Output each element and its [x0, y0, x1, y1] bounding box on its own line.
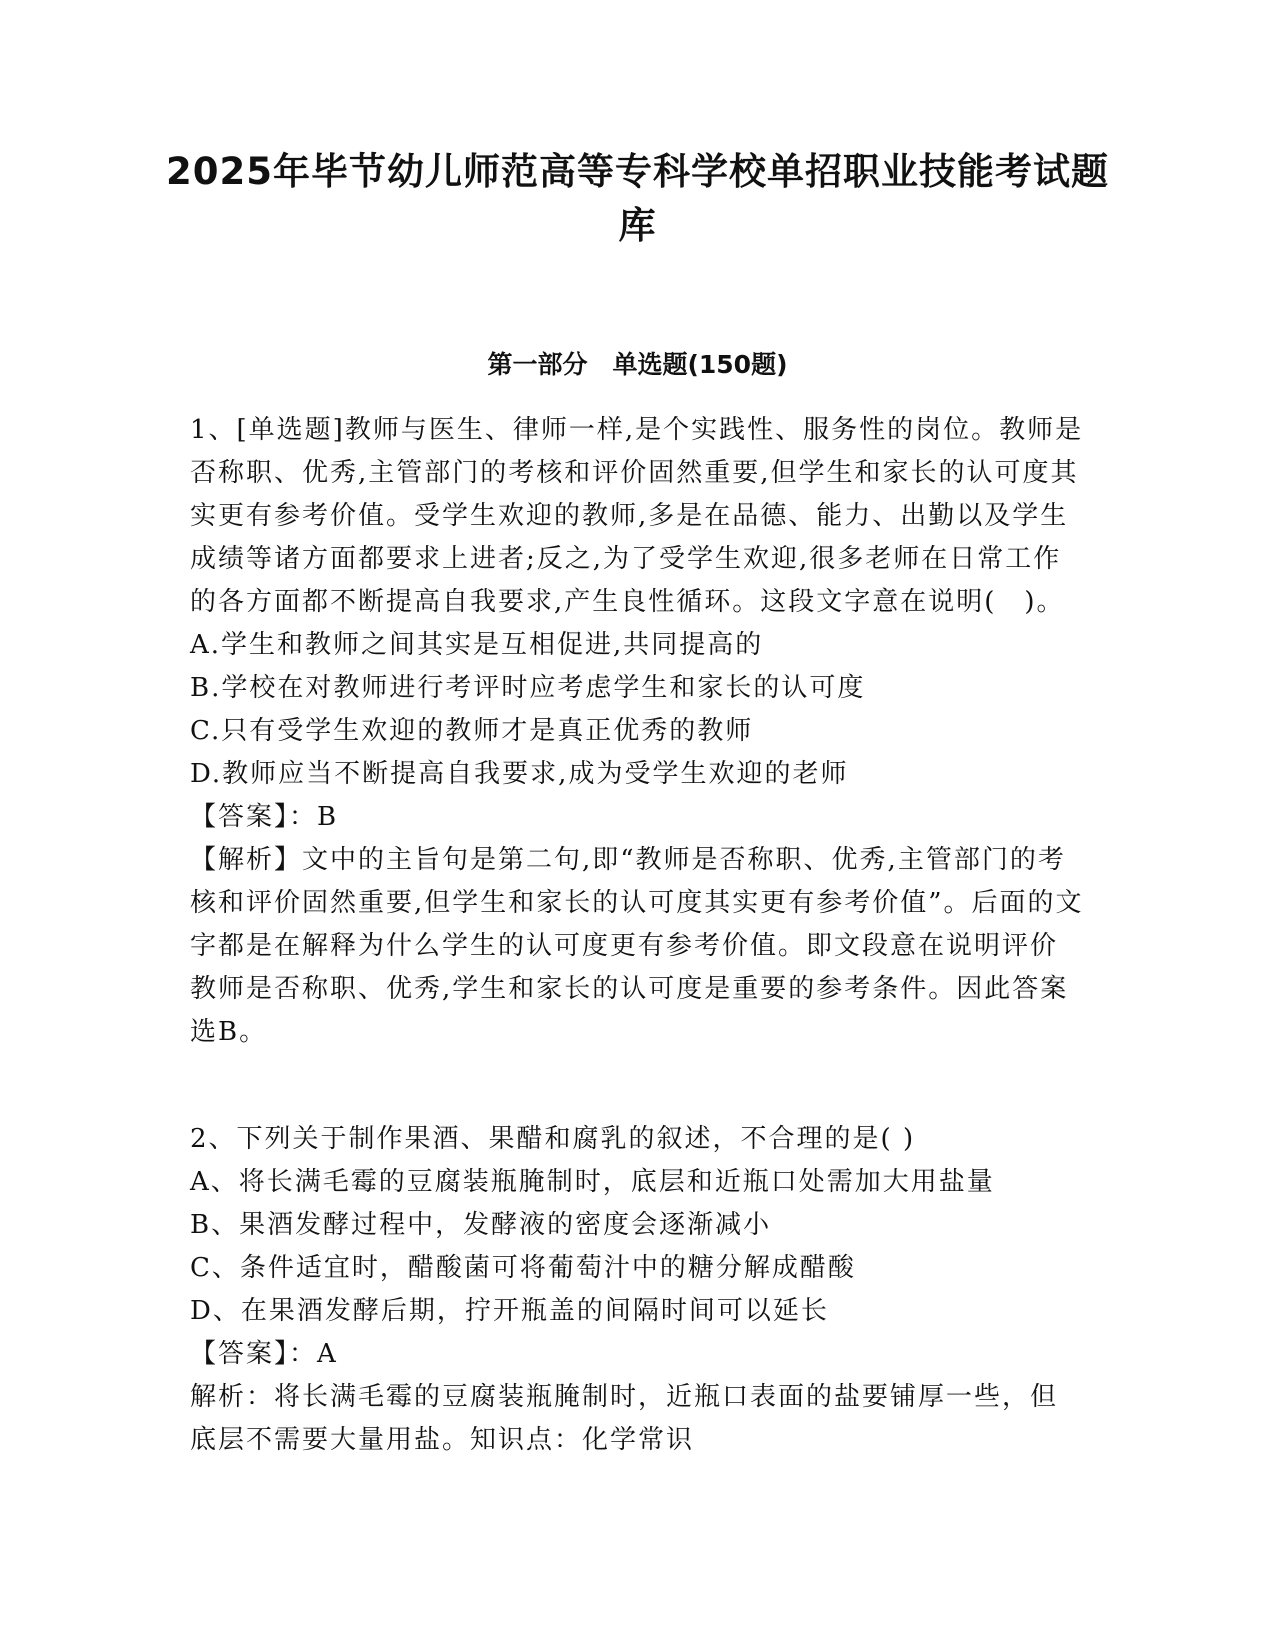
option-c: C、条件适宜时，醋酸菌可将葡萄汁中的糖分解成醋酸	[190, 1253, 856, 1283]
section-heading: 第一部分 单选题(150题)	[487, 350, 788, 379]
question-block	[190, 409, 1085, 1054]
question-stem: 2、下列关于制作果酒、果醋和腐乳的叙述，不合理的是( )	[190, 1124, 916, 1154]
option-b: B、果酒发酵过程中，发酵液的密度会逐渐减小	[190, 1210, 772, 1240]
answer-line: 【答案】：A	[190, 1339, 338, 1369]
answer-line: 【答案】：B	[190, 802, 339, 832]
question-block	[190, 1118, 1085, 1462]
analysis-text: 解析：将长满毛霉的豆腐装瓶腌制时，近瓶口表面的盐要铺厚一些，但底层不需要大量用盐。知识点：化学常识	[190, 1382, 1059, 1455]
option-b: B.学校在对教师进行考评时应考虑学生和家长的认可度	[190, 673, 866, 703]
option-c: C.只有受学生欢迎的教师才是真正优秀的教师	[190, 716, 754, 746]
question-stem: 1、[单选题]教师与医生、律师一样,是个实践性、服务性的岗位。教师是否称职、优秀,主管部门的考核和评价固然重要,但学生和家长的认可度其实更有参考价值。受学生欢迎的教师,多是在品德、能力、出勤以及学生成绩等诸方面都要求上进者;反之,为了受学生欢迎,很多老师在日常工作的各方面都不断提高自我要求,产生良性循环。这段文字意在说明( )。	[190, 415, 1084, 617]
option-d: D、在果酒发酵后期，拧开瓶盖的间隔时间可以延长	[190, 1296, 829, 1326]
analysis-text: 【解析】文中的主旨句是第二句,即“教师是否称职、优秀,主管部门的考核和评价固然重要,但学生和家长的认可度其实更有参考价值”。后面的文字都是在解释为什么学生的认可度更有参考价值。即文段意在说明评价教师是否称职、优秀,学生和家长的认可度是重要的参考条件。因此答案选B。	[190, 845, 1084, 1047]
option-a: A.学生和教师之间其实是互相促进,共同提高的	[190, 630, 764, 660]
document-title: 2025年毕节幼儿师范高等专科学校单招职业技能考试题库	[166, 150, 1109, 247]
option-d: D.教师应当不断提高自我要求,成为受学生欢迎的老师	[190, 759, 849, 789]
option-a: A、将长满毛霉的豆腐装瓶腌制时，底层和近瓶口处需加大用盐量	[190, 1167, 995, 1197]
